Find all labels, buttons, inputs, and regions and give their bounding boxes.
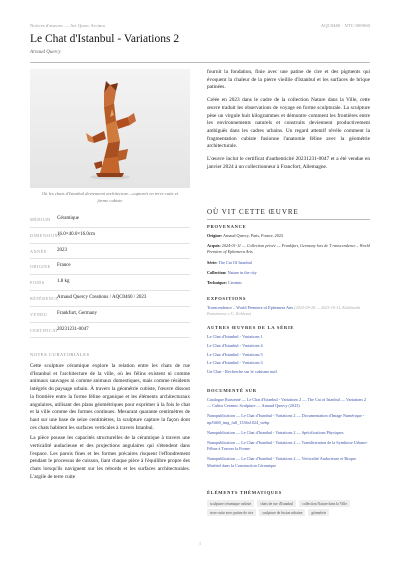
provenance-technique: Technique: Ceramic <box>207 280 243 286</box>
provenance-origin: Origine: Arnaud Quercy, Paris, France, 2023 <box>207 233 284 238</box>
spec-value: 20231231-0047 <box>57 326 89 332</box>
notes-paragraph: fournit la fondation, finie avec une patine de cire et des pigments qui évoquent la chaleur de la pierre vieillie d'Istanbul et les surfaces de brique patinées. <box>207 69 370 91</box>
document-link[interactable]: Nanopublication — Le Chat d'Istanbul - Variations 2 — Spécifications Physiques <box>207 429 344 435</box>
provenance-collection: Collection: Nature in the city <box>207 269 257 275</box>
sculpture-illustration <box>30 69 190 188</box>
technique-link[interactable]: Ceramic <box>227 280 243 286</box>
series-item[interactable]: Le Chat d'Istanbul - Variations 3 <box>207 360 263 366</box>
tag-list <box>207 500 373 516</box>
spec-row-sold <box>30 307 190 323</box>
tag-chip[interactable]: sculpture céramique cubiste <box>207 500 254 507</box>
spec-row-origin <box>30 259 190 275</box>
spec-key: CERTIFICAT <box>30 327 59 333</box>
documents-heading: DOCUMENTÉ SUR <box>207 388 257 393</box>
spec-row-dimensions <box>30 228 190 244</box>
spec-value: 2023 <box>57 247 67 253</box>
spec-value: 1.8 kg <box>57 279 70 285</box>
spec-key: RÉFÉRENCE <box>30 295 59 301</box>
page-title: Le Chat d'Istanbul - Variations 2 <box>30 33 180 45</box>
tag-chip[interactable]: collection Nature dans la Ville <box>299 500 350 507</box>
page-number: 1 <box>198 541 202 546</box>
spec-key: POIDS <box>30 280 45 286</box>
exhibition-link[interactable]: Transcendence – World Premiere of Ephemera Arts <box>207 305 294 310</box>
running-header <box>30 23 370 28</box>
spec-row-certificate <box>30 323 190 339</box>
spec-row-year <box>30 244 190 260</box>
provenance-heading: PROVENANCE <box>207 224 247 229</box>
tag-chip[interactable]: géométrie <box>308 509 329 516</box>
notes-paragraph: L'œuvre inclut le certificat d'authenticité 20231231-0047 et a été vendue en janvier 2024 à un collectionneur à Francfort, Allemagne. <box>207 156 370 170</box>
series-heading: AUTRES ŒUVRES DE LA SÉRIE <box>207 325 295 330</box>
provenance-series: Série: The Cat Of Istanbul <box>207 259 252 265</box>
notes-continued <box>207 69 370 176</box>
spec-key: MÉDIUM <box>30 217 51 222</box>
notes-paragraph: La pièce pousse les capacités structurelles de la céramique à travers une verticalité audacieuse et des projections angulaires qui s'étendent dans l'espace. Les parois fines et les formes précaires risquent l'effondrement pendant le processus de cuisson, liant chaque pièce à l'équilibre propre des chats lorsqu'ils naviguent sur les rebords et les surfaces architecturales. L'argile de terre cuite <box>30 435 190 480</box>
curatorial-notes <box>30 363 190 485</box>
spec-key: VENDU <box>30 311 48 317</box>
section-divider <box>207 219 370 220</box>
tag-chip[interactable]: chats de rue d'Istanbul <box>257 500 296 507</box>
spec-value: Frankfurt, Germany <box>57 310 97 316</box>
series-item[interactable]: Un Chat - Recherche sur le cubisme nuil <box>207 369 277 375</box>
document-link[interactable]: Nanopublication — Le Chat d'Istanbul - Variations 2 — Verticalité Audacieuse et Risque Matériel dans la Construction Céramique <box>207 456 356 468</box>
spec-key: ORIGINE <box>30 264 51 270</box>
spec-row-weight <box>30 275 190 291</box>
document-link[interactable]: Catalogue Raisonné — Le Chat d'Istanbul - Variations 2 — The Cat of Istanbul — Variations 2 — Cubist Ceramic Sculpture — Arnaud Quercy (2023) <box>207 397 367 409</box>
title-divider <box>30 62 370 63</box>
series-list <box>207 333 370 377</box>
spec-row-medium <box>30 212 190 228</box>
collection-link[interactable]: Nature in the city <box>227 269 257 275</box>
documents-list <box>207 397 370 473</box>
tag-chip[interactable]: terre cuite avec patine de cire <box>207 509 256 516</box>
notes-paragraph: Créée en 2023 dans le cadre de la collection Nature dans la Ville, cette œuvre traduit les observations de voyage en forme sculpturale. La sculpture pèse un virgule huit kilogrammes et démontre comment les frontières entre les environnements naturels et construits deviennent productivement ambiguës dans les cadres urbains. Un regard attentif révèle comment la fragmentation cubiste fusionne l'anatomie féline avec la géométrie architecturale. <box>207 97 370 150</box>
spec-value: Céramique <box>57 216 79 221</box>
artwork-image <box>30 69 190 188</box>
exhibition-item <box>207 305 370 317</box>
provenance-block <box>207 233 370 286</box>
spec-key: DIMENSIONS <box>30 232 61 238</box>
spec-key: ANNÉE <box>30 248 47 254</box>
header-left: Notices d'œuvres — Art Quarc Arcima <box>30 23 105 28</box>
spec-value: 16.0×40.0×16.0cm <box>57 231 95 237</box>
specs-table <box>30 212 190 338</box>
spec-row-reference <box>30 291 190 307</box>
header-right: AQC0460 · NTC-000060 <box>320 23 370 28</box>
artist-name: Arnaud Quercy <box>30 50 61 55</box>
tag-chip[interactable]: sculpture de fusion urbaine <box>259 509 305 516</box>
section-title: OÙ VIT CETTE ŒUVRE <box>207 208 299 216</box>
notes-paragraph: Cette sculpture céramique explore la relation entre les chats de rue d'Istanbul et l'architecture de la ville, où les félins existent ni comme animaux sauvages ni comme animaux domestiques, mais comme résidents intégrés du paysage urbain. À travers la géométrie cubiste, l'œuvre dissout la frontière entre la forme féline organique et les éléments architecturaux angulaires, utilisant des plans géométriques pour exprimer à la fois le chat et la ville comme des formes continues. Mesurant quarante centimètres de haut sur une base de seize centimètres, la sculpture capture la façon dont ces chats habitent les surfaces verticales à travers Istanbul. <box>30 363 190 431</box>
exhibition-meta: (2023-09-28 — 2023-10-11, Kohlmarkt Kunstmesse e.V., Koblenz) <box>207 305 361 317</box>
spec-value: France <box>57 263 71 269</box>
provenance-acquired: Acquis: 2024-01-11 — Collection privée — Frankfurt, Germany lors de T ranscendence – World Premiere of Ephemera Arts <box>207 243 370 255</box>
notes-heading: NOTES CURATORIALES <box>30 352 90 357</box>
elements-heading: ÉLÉMENTS THÉMATIQUES <box>207 490 282 495</box>
expositions-heading: EXPOSITIONS <box>207 296 247 301</box>
document-link[interactable]: Nanopublication — Le Chat d'Istanbul - Variations 2 — Documentation d'Image Numérique - np/0460_img_full_1336x1024_webp <box>207 413 365 425</box>
series-link[interactable]: The Cat Of Istanbul <box>218 259 252 265</box>
spec-value: Arnaud Quercy Creations / AQC0460 / 2023 <box>57 294 147 300</box>
series-item[interactable]: Le Chat d'Istanbul - Variations 5 <box>207 351 263 357</box>
series-item[interactable]: Le Chat d'Istanbul - Variations 1 <box>207 334 263 339</box>
series-item[interactable]: Le Chat d'Istanbul - Variations 4 <box>207 342 263 348</box>
document-link[interactable]: Nanopublication — Le Chat d'Istanbul - Variations 2 — Transliteration de la Symbiose Urbano-Féline à Travers la Forme <box>207 440 368 452</box>
figure-caption: Où les chats d'Istanbul deviennent architecture—capturés en terre cuite et forme cubiste <box>41 191 179 203</box>
